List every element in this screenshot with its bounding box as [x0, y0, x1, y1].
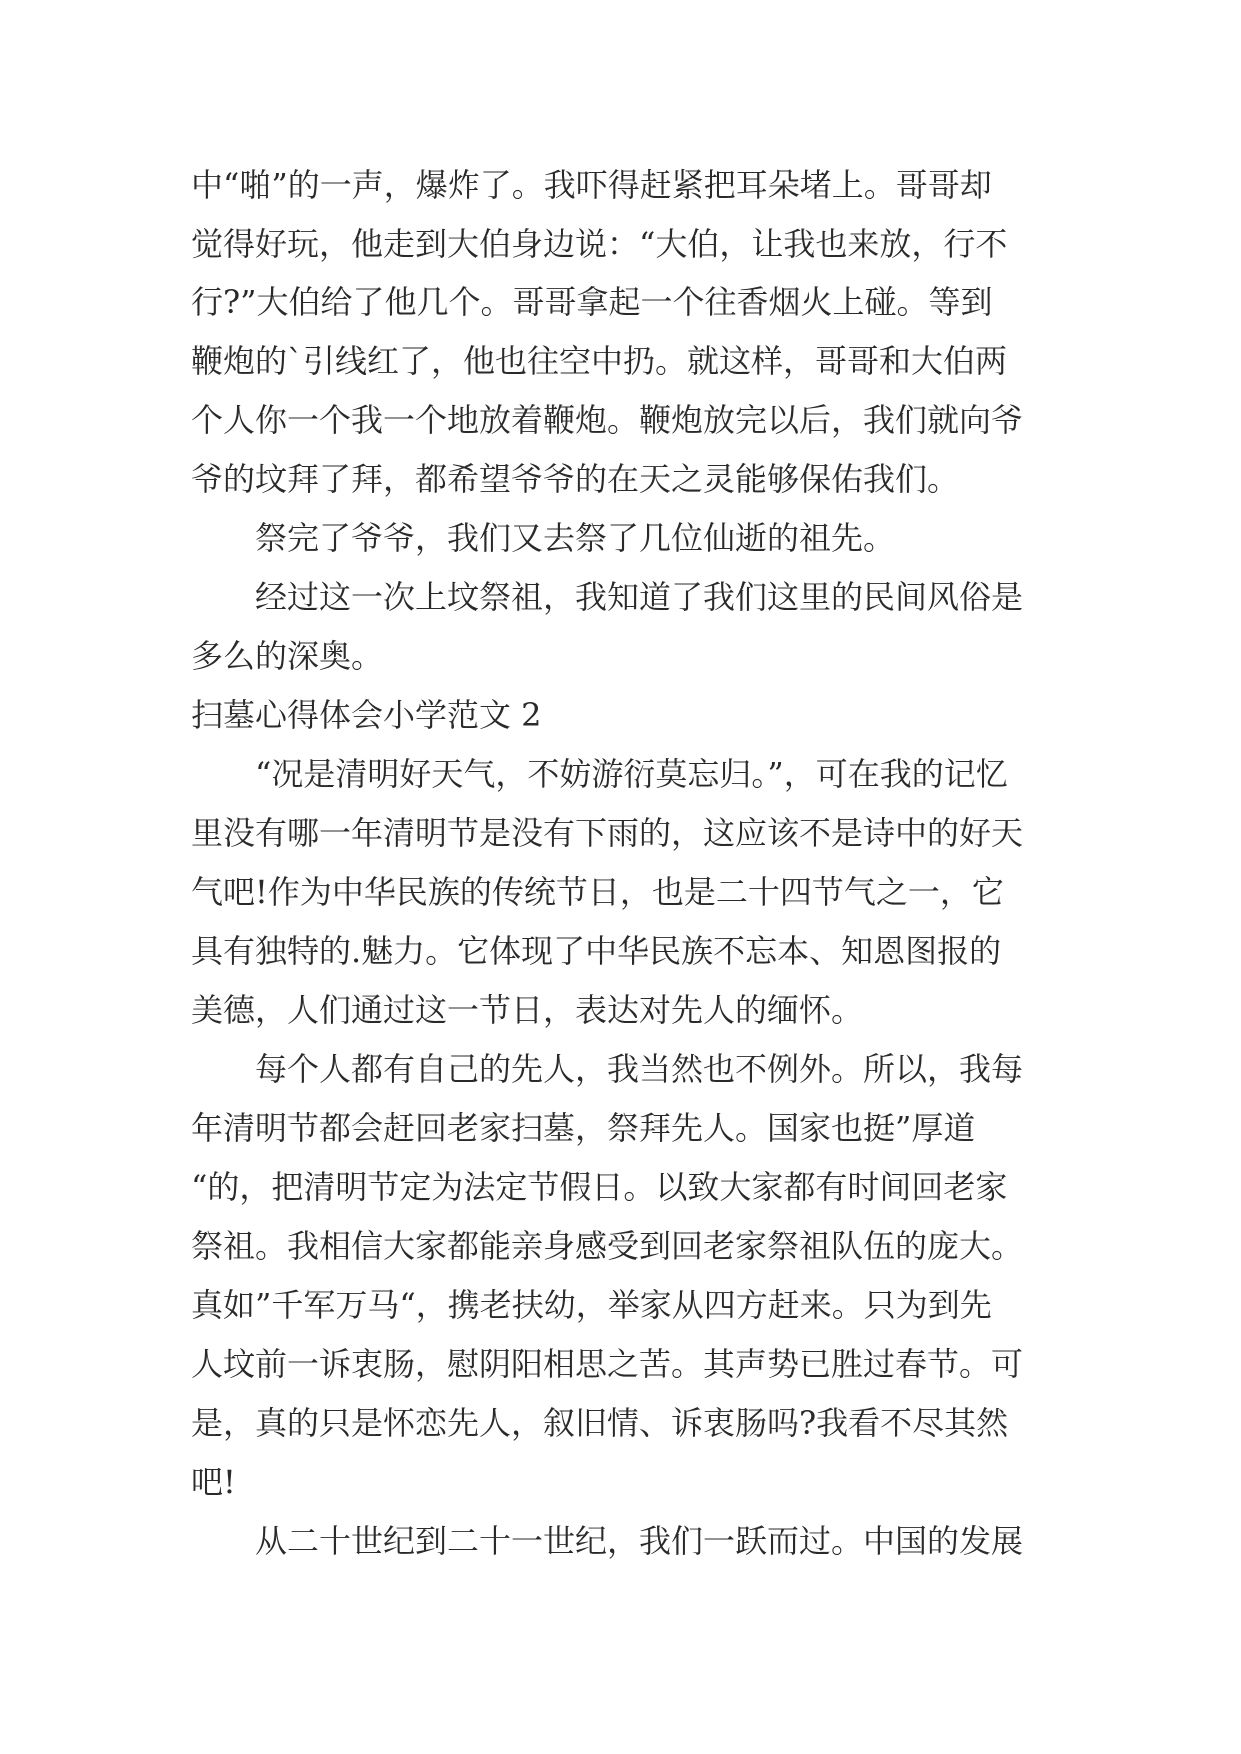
paragraph-first-line: “况是清明好天气，不妨游衍莫忘归。”，可在我的记忆 — [255, 755, 1008, 793]
text-line: 鞭炮的`引线红了，他也往空中扔。就这样，哥哥和大伯两 — [191, 342, 1008, 380]
text-line: 气吧!作为中华民族的传统节日，也是二十四节气之一，它 — [191, 873, 1004, 911]
section-heading: 扫墓心得体会小学范文 2 — [191, 696, 542, 734]
text-line: 爷的坟拜了拜，都希望爷爷的在天之灵能够保佑我们。 — [191, 460, 960, 498]
paragraph-first-line: 祭完了爷爷，我们又去祭了几位仙逝的祖先。 — [255, 519, 896, 557]
text-line: 多么的深奥。 — [191, 637, 384, 675]
text-line: 美德，人们通过这一节日，表达对先人的缅怀。 — [191, 991, 864, 1029]
text-line: “的，把清明节定为法定节假日。以致大家都有时间回老家 — [191, 1168, 1008, 1206]
text-line: 行?”大伯给了他几个。哥哥拿起一个往香烟火上碰。等到 — [191, 283, 993, 321]
text-line: 个人你一个我一个地放着鞭炮。鞭炮放完以后，我们就向爷 — [191, 401, 1024, 439]
text-line: 觉得好玩，他走到大伯身边说：“大伯，让我也来放，行不 — [191, 225, 1008, 263]
paragraph-first-line: 经过这一次上坟祭祖，我知道了我们这里的民间风俗是 — [255, 578, 1024, 616]
text-line: 是，真的只是怀恋先人，叙旧情、诉衷肠吗?我看不尽其然 — [191, 1404, 1009, 1442]
paragraph-first-line: 从二十世纪到二十一世纪，我们一跃而过。中国的发展 — [255, 1522, 1024, 1560]
text-line: 里没有哪一年清明节是没有下雨的，这应该不是诗中的好天 — [191, 814, 1024, 852]
paragraph-first-line: 每个人都有自己的先人，我当然也不例外。所以，我每 — [255, 1050, 1024, 1088]
text-line: 中“啪”的一声，爆炸了。我吓得赶紧把耳朵堵上。哥哥却 — [191, 166, 992, 204]
text-line: 具有独特的.魅力。它体现了中华民族不忘本、知恩图报的 — [191, 932, 1002, 970]
text-line: 吧! — [191, 1463, 236, 1501]
text-line: 祭祖。我相信大家都能亲身感受到回老家祭祖队伍的庞大。 — [191, 1227, 1024, 1265]
text-line: 真如”千军万马“，携老扶幼，举家从四方赶来。只为到先 — [191, 1286, 992, 1324]
text-line: 人坟前一诉衷肠，慰阴阳相思之苦。其声势已胜过春节。可 — [191, 1345, 1024, 1383]
text-line: 年清明节都会赶回老家扫墓，祭拜先人。国家也挺”厚道 — [191, 1109, 976, 1147]
